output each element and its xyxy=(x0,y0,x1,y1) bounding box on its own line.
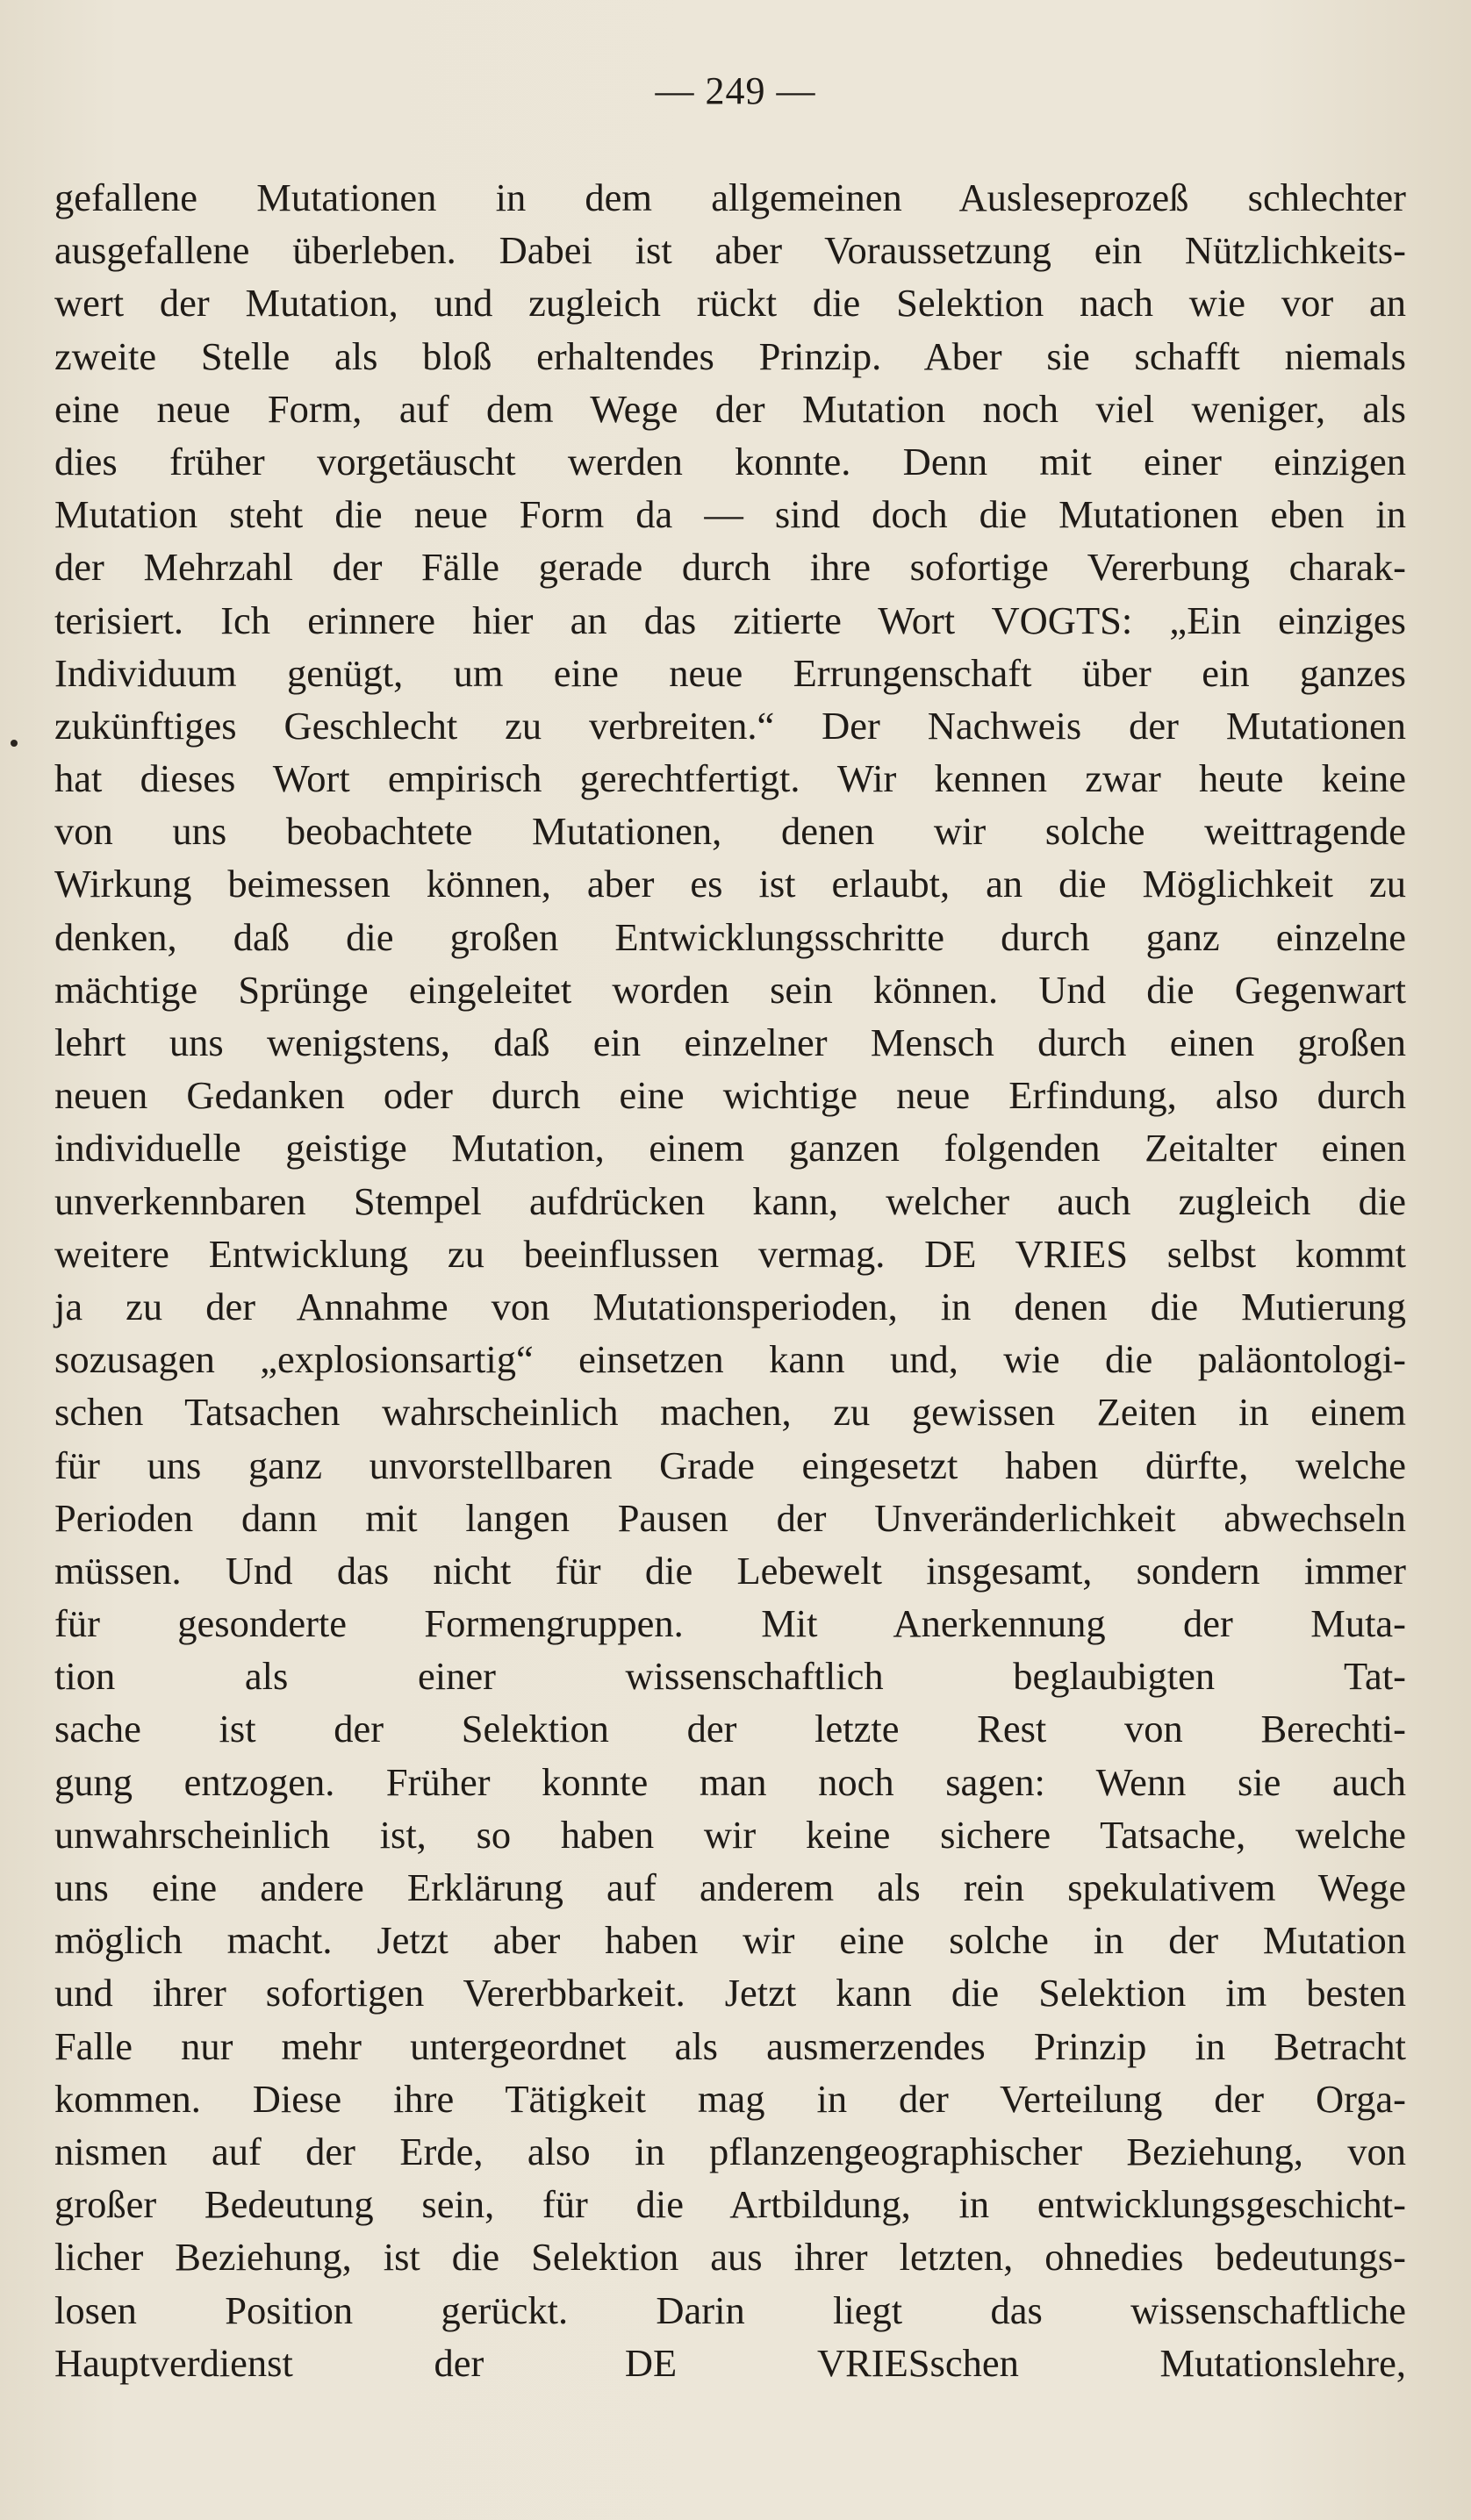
body-text xyxy=(54,171,1406,2389)
text-line: gefallene Mutationen in dem allgemeinen Ausleseprozeß schlechter xyxy=(54,175,1406,219)
text-line: unverkennbaren Stempel aufdrücken kann, welcher auch zugleich die xyxy=(54,1178,1406,1223)
text-line: denken, daß die großen Entwicklungsschritte durch ganz einzelne xyxy=(54,914,1406,959)
text-line: unwahrscheinlich ist, so haben wir keine sichere Tatsache, welche xyxy=(54,1812,1406,1857)
text-line: Wirkung beimessen können, aber es ist erlaubt, an die Möglichkeit zu xyxy=(54,862,1406,906)
text-line: neuen Gedanken oder durch eine wichtige neue Erfindung, also durch xyxy=(54,1073,1406,1118)
page-number: — 249 — xyxy=(655,69,816,112)
text-line: Perioden dann mit langen Pausen der Unveränderlichkeit abwechseln xyxy=(54,1495,1406,1540)
text-line: Mutation steht die neue Form da — sind doch die Mutationen eben in xyxy=(54,492,1406,537)
text-line: hat dieses Wort empirisch gerechtfertigt. Wir kennen zwar heute keine xyxy=(54,756,1406,801)
text-line: zukünftiges Geschlecht zu verbreiten.“ Der Nachweis der Mutationen xyxy=(54,703,1406,748)
text-line: Individuum genügt, um eine neue Errungenschaft über ein ganzes xyxy=(54,650,1406,695)
text-line: Hauptverdienst der DE VRIESschen Mutationslehre, xyxy=(54,2340,1406,2385)
text-line: großer Bedeutung sein, für die Artbildung, in entwicklungsgeschicht- xyxy=(54,2182,1406,2227)
text-line: tion als einer wissenschaftlich beglaubigten Tat- xyxy=(54,1654,1406,1699)
text-line: wert der Mutation, und zugleich rückt die Selektion nach wie vor an xyxy=(54,281,1406,326)
text-line: von uns beobachtete Mutationen, denen wir solche weittragende xyxy=(54,809,1406,854)
text-line: zweite Stelle als bloß erhaltendes Prinzip. Aber sie schafft niemals xyxy=(54,333,1406,378)
text-line: ja zu der Annahme von Mutationsperioden, in denen die Mutierung xyxy=(54,1284,1406,1328)
text-line: kommen. Diese ihre Tätigkeit mag in der Verteilung der Orga- xyxy=(54,2076,1406,2121)
text-line: gung entzogen. Früher konnte man noch sagen: Wenn sie auch xyxy=(54,1759,1406,1804)
text-line: schen Tatsachen wahrscheinlich machen, zu gewissen Zeiten in einem xyxy=(54,1390,1406,1435)
text-line: für gesonderte Formengruppen. Mit Anerkennung der Muta- xyxy=(54,1601,1406,1646)
text-line: und ihrer sofortigen Vererbbarkeit. Jetzt kann die Selektion im besten xyxy=(54,1971,1406,2015)
text-line: lehrt uns wenigstens, daß ein einzelner Mensch durch einen großen xyxy=(54,1020,1406,1064)
text-line: Falle nur mehr untergeordnet als ausmerzendes Prinzip in Betracht xyxy=(54,2023,1406,2068)
text-line: terisiert. Ich erinnere hier an das zitierte Wort VOGTS: „Ein einziges xyxy=(54,598,1406,642)
text-line: nismen auf der Erde, also in pflanzengeographischer Beziehung, von xyxy=(54,2129,1406,2173)
text-line: eine neue Form, auf dem Wege der Mutation noch viel weniger, als xyxy=(54,386,1406,431)
text-line: licher Beziehung, ist die Selektion aus ihrer letzten, ohnedies bedeutungs- xyxy=(54,2235,1406,2280)
text-line: dies früher vorgetäuscht werden konnte. Denn mit einer einzigen xyxy=(54,439,1406,483)
text-line: der Mehrzahl der Fälle gerade durch ihre sofortige Vererbung charak- xyxy=(54,545,1406,590)
margin-dot xyxy=(11,740,18,747)
text-line: weitere Entwicklung zu beeinflussen vermag. DE VRIES selbst kommt xyxy=(54,1231,1406,1276)
text-line: möglich macht. Jetzt aber haben wir eine solche in der Mutation xyxy=(54,1918,1406,1963)
text-line: individuelle geistige Mutation, einem ganzen folgenden Zeitalter einen xyxy=(54,1126,1406,1171)
text-line: müssen. Und das nicht für die Lebewelt insgesamt, sondern immer xyxy=(54,1548,1406,1593)
text-line: losen Position gerückt. Darin liegt das wissenschaftliche xyxy=(54,2287,1406,2332)
text-line: uns eine andere Erklärung auf anderem als rein spekulativem Wege xyxy=(54,1865,1406,1909)
text-line: ausgefallene überleben. Dabei ist aber Voraussetzung ein Nützlichkeits- xyxy=(54,228,1406,273)
text-line: sache ist der Selektion der letzte Rest von Berechti- xyxy=(54,1707,1406,1751)
text-line: für uns ganz unvorstellbaren Grade eingesetzt haben dürfte, welche xyxy=(54,1443,1406,1487)
text-line: sozusagen „explosionsartig“ einsetzen kann und, wie die paläontologi- xyxy=(54,1337,1406,1382)
text-line: mächtige Sprünge eingeleitet worden sein können. Und die Gegenwart xyxy=(54,967,1406,1012)
